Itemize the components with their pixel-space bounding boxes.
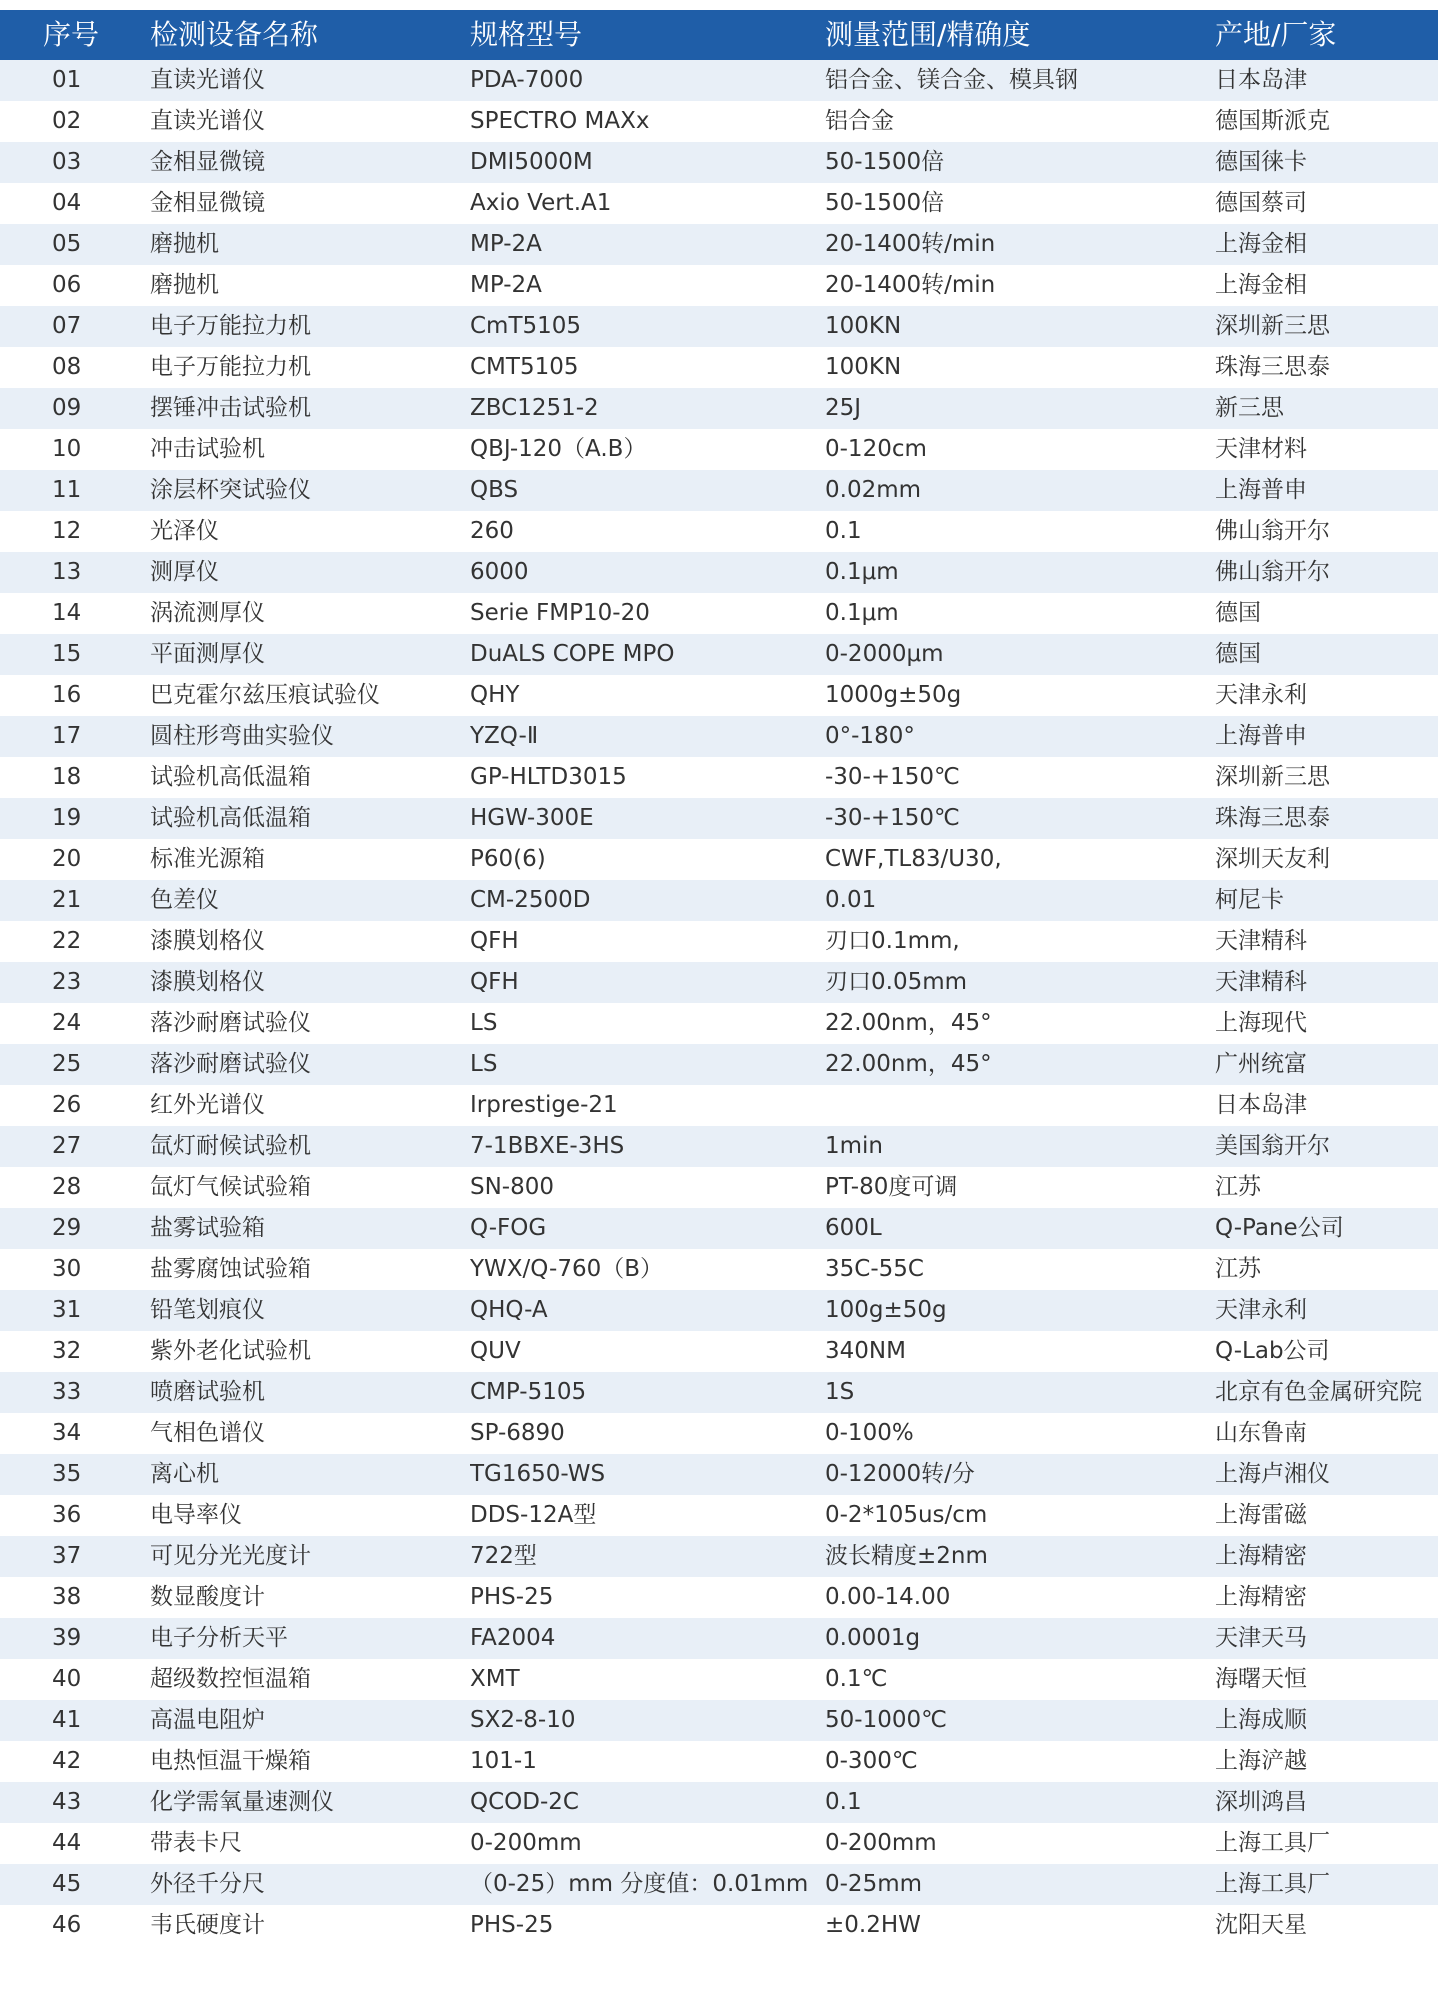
table-row <box>0 757 1438 798</box>
cell-range: 0.1℃ <box>825 1666 888 1692</box>
cell-model: QCOD-2C <box>470 1789 579 1815</box>
table-row <box>0 265 1438 306</box>
cell-no: 33 <box>52 1379 82 1405</box>
cell-origin: 上海普申 <box>1215 723 1307 749</box>
cell-origin: 上海浐越 <box>1215 1748 1307 1774</box>
table-row <box>0 634 1438 675</box>
cell-origin: 上海工具厂 <box>1215 1871 1330 1897</box>
cell-name: 标准光源箱 <box>150 846 265 872</box>
cell-name: 摆锤冲击试验机 <box>150 395 311 421</box>
table-row <box>0 880 1438 921</box>
cell-range: 0-120cm <box>825 436 927 462</box>
equipment-table <box>0 10 1438 1946</box>
cell-origin: 天津永利 <box>1215 1297 1307 1323</box>
cell-range: 1min <box>825 1133 884 1159</box>
cell-no: 16 <box>52 682 82 708</box>
table-row <box>0 1372 1438 1413</box>
cell-name: 圆柱形弯曲实验仪 <box>150 723 334 749</box>
cell-range: 刃口0.1mm, <box>825 928 960 954</box>
table-row <box>0 429 1438 470</box>
table-row <box>0 1003 1438 1044</box>
cell-no: 42 <box>52 1748 82 1774</box>
cell-no: 14 <box>52 600 82 626</box>
cell-origin: 沈阳天星 <box>1215 1912 1307 1938</box>
cell-range: 600L <box>825 1215 882 1241</box>
cell-no: 10 <box>52 436 82 462</box>
cell-model: DMI5000M <box>470 149 593 175</box>
cell-name: 电子万能拉力机 <box>150 313 311 339</box>
cell-model: QFH <box>470 969 519 995</box>
cell-origin: 上海成顺 <box>1215 1707 1307 1733</box>
cell-range: 100KN <box>825 354 902 380</box>
cell-no: 02 <box>52 108 82 134</box>
cell-range: 0-300℃ <box>825 1748 918 1774</box>
cell-origin: 天津材料 <box>1215 436 1307 462</box>
cell-no: 38 <box>52 1584 82 1610</box>
table-row <box>0 1044 1438 1085</box>
table-row <box>0 1290 1438 1331</box>
cell-name: 磨抛机 <box>150 231 219 257</box>
cell-origin: 北京有色金属研究院 <box>1215 1379 1422 1405</box>
cell-no: 35 <box>52 1461 82 1487</box>
cell-origin: 日本岛津 <box>1215 67 1307 93</box>
cell-model: LS <box>470 1010 498 1036</box>
cell-no: 32 <box>52 1338 82 1364</box>
cell-name: 铅笔划痕仪 <box>150 1297 265 1323</box>
cell-model: QFH <box>470 928 519 954</box>
cell-name: 直读光谱仪 <box>150 108 265 134</box>
table-row <box>0 1823 1438 1864</box>
cell-model: XMT <box>470 1666 520 1692</box>
cell-no: 13 <box>52 559 82 585</box>
cell-model: QBJ-120（A.B） <box>470 436 647 462</box>
table-row <box>0 1700 1438 1741</box>
header-no: 序号 <box>43 18 100 51</box>
cell-no: 11 <box>52 477 82 503</box>
table-row <box>0 962 1438 1003</box>
cell-name: 化学需氧量速测仪 <box>150 1789 334 1815</box>
cell-origin: 德国 <box>1215 641 1261 667</box>
cell-name: 红外光谱仪 <box>150 1092 265 1118</box>
cell-origin: 日本岛津 <box>1215 1092 1307 1118</box>
cell-model: 101-1 <box>470 1748 537 1774</box>
cell-no: 12 <box>52 518 82 544</box>
cell-origin: 深圳天友利 <box>1215 846 1330 872</box>
cell-model: TG1650-WS <box>470 1461 606 1487</box>
cell-name: 外径千分尺 <box>150 1871 265 1897</box>
table-row <box>0 1167 1438 1208</box>
cell-no: 26 <box>52 1092 82 1118</box>
cell-origin: 上海普申 <box>1215 477 1307 503</box>
table-row <box>0 1536 1438 1577</box>
cell-name: 带表卡尺 <box>150 1830 242 1856</box>
cell-range: 340NM <box>825 1338 906 1364</box>
cell-name: 直读光谱仪 <box>150 67 265 93</box>
table-row <box>0 1864 1438 1905</box>
cell-origin: 新三思 <box>1215 395 1284 421</box>
table-row <box>0 839 1438 880</box>
cell-range: 波长精度±2nm <box>825 1543 988 1569</box>
cell-name: 喷磨试验机 <box>150 1379 265 1405</box>
cell-no: 28 <box>52 1174 82 1200</box>
cell-no: 08 <box>52 354 82 380</box>
cell-range: 0.1 <box>825 518 862 544</box>
cell-origin: 广州统富 <box>1215 1051 1307 1077</box>
cell-range: 刃口0.05mm <box>825 969 968 995</box>
cell-model: YZQ-Ⅱ <box>470 723 539 749</box>
cell-name: 电热恒温干燥箱 <box>150 1748 311 1774</box>
cell-model: SN-800 <box>470 1174 555 1200</box>
cell-model: Axio Vert.A1 <box>470 190 612 216</box>
table-header <box>0 10 1438 60</box>
cell-range: 22.00nm，45° <box>825 1010 992 1036</box>
cell-origin: 珠海三思泰 <box>1215 354 1330 380</box>
cell-model: CMP-5105 <box>470 1379 587 1405</box>
cell-range: 铝合金 <box>825 108 894 134</box>
cell-range: 50-1500倍 <box>825 149 945 175</box>
cell-origin: 深圳鸿昌 <box>1215 1789 1307 1815</box>
cell-name: 氙灯气候试验箱 <box>150 1174 311 1200</box>
cell-origin: 上海金相 <box>1215 272 1307 298</box>
cell-name: 数显酸度计 <box>150 1584 265 1610</box>
cell-model: YWX/Q-760（B） <box>470 1256 664 1282</box>
cell-origin: 深圳新三思 <box>1215 313 1330 339</box>
cell-name: 漆膜划格仪 <box>150 928 265 954</box>
cell-origin: 天津天马 <box>1215 1625 1307 1651</box>
cell-name: 金相显微镜 <box>150 190 265 216</box>
cell-model: CM-2500D <box>470 887 591 913</box>
cell-name: 可见分光光度计 <box>150 1543 311 1569</box>
cell-name: 超级数控恒温箱 <box>150 1666 311 1692</box>
cell-origin: 上海卢湘仪 <box>1215 1461 1330 1487</box>
cell-no: 22 <box>52 928 82 954</box>
table-row <box>0 470 1438 511</box>
cell-model: CmT5105 <box>470 313 582 339</box>
cell-model: SX2-8-10 <box>470 1707 576 1733</box>
cell-model: QHY <box>470 682 520 708</box>
cell-origin: 江苏 <box>1215 1174 1261 1200</box>
table-row <box>0 511 1438 552</box>
header-range: 测量范围/精确度 <box>825 18 1031 51</box>
cell-name: 测厚仪 <box>150 559 219 585</box>
table-row <box>0 60 1438 101</box>
cell-no: 41 <box>52 1707 82 1733</box>
cell-origin: 美国翁开尔 <box>1215 1133 1330 1159</box>
cell-model: P60(6) <box>470 846 546 872</box>
cell-model: QHQ-A <box>470 1297 548 1323</box>
cell-no: 27 <box>52 1133 82 1159</box>
cell-name: 盐雾腐蚀试验箱 <box>150 1256 311 1282</box>
cell-no: 21 <box>52 887 82 913</box>
cell-name: 高温电阻炉 <box>150 1707 265 1733</box>
cell-model: MP-2A <box>470 231 542 257</box>
cell-model: Serie FMP10-20 <box>470 600 650 626</box>
cell-model: 0-200mm <box>470 1830 582 1856</box>
cell-model: PDA-7000 <box>470 67 584 93</box>
cell-model: 722型 <box>470 1543 537 1569</box>
cell-origin: 上海雷磁 <box>1215 1502 1307 1528</box>
cell-no: 39 <box>52 1625 82 1651</box>
table-row <box>0 1577 1438 1618</box>
cell-origin: 天津永利 <box>1215 682 1307 708</box>
cell-model: CMT5105 <box>470 354 579 380</box>
cell-model: DuALS COPE MPO <box>470 641 675 667</box>
cell-origin: 柯尼卡 <box>1215 887 1284 913</box>
cell-name: 冲击试验机 <box>150 436 265 462</box>
table-row <box>0 1085 1438 1126</box>
table-row <box>0 388 1438 429</box>
cell-name: 离心机 <box>150 1461 219 1487</box>
table-row <box>0 1208 1438 1249</box>
cell-range: ±0.2HW <box>825 1912 921 1938</box>
cell-range: 1S <box>825 1379 855 1405</box>
cell-model: Irprestige-21 <box>470 1092 618 1118</box>
cell-no: 19 <box>52 805 82 831</box>
cell-origin: 佛山翁开尔 <box>1215 559 1330 585</box>
cell-name: 漆膜划格仪 <box>150 969 265 995</box>
cell-model: MP-2A <box>470 272 542 298</box>
cell-name: 色差仪 <box>150 887 219 913</box>
cell-range: 25J <box>825 395 862 421</box>
cell-model: FA2004 <box>470 1625 556 1651</box>
cell-range: 22.00nm，45° <box>825 1051 992 1077</box>
cell-no: 06 <box>52 272 82 298</box>
cell-origin: 佛山翁开尔 <box>1215 518 1330 544</box>
cell-range: 0.1μm <box>825 559 899 585</box>
cell-no: 05 <box>52 231 82 257</box>
cell-origin: 江苏 <box>1215 1256 1261 1282</box>
cell-no: 01 <box>52 67 82 93</box>
table-row <box>0 1454 1438 1495</box>
cell-no: 46 <box>52 1912 82 1938</box>
cell-model: DDS-12A型 <box>470 1502 597 1528</box>
table-row <box>0 183 1438 224</box>
cell-range: PT-80度可调 <box>825 1174 958 1200</box>
table-row <box>0 921 1438 962</box>
cell-range: -30-+150℃ <box>825 764 960 790</box>
cell-no: 09 <box>52 395 82 421</box>
cell-range: CWF,TL83/U30, <box>825 846 1002 872</box>
cell-name: 电子万能拉力机 <box>150 354 311 380</box>
cell-no: 03 <box>52 149 82 175</box>
cell-range: 20-1400转/min <box>825 272 996 298</box>
cell-model: SP-6890 <box>470 1420 565 1446</box>
cell-origin: 天津精科 <box>1215 969 1307 995</box>
cell-model: GP-HLTD3015 <box>470 764 627 790</box>
cell-name: 紫外老化试验机 <box>150 1338 311 1364</box>
cell-no: 29 <box>52 1215 82 1241</box>
cell-range: 100KN <box>825 313 902 339</box>
cell-name: 盐雾试验箱 <box>150 1215 265 1241</box>
cell-origin: 深圳新三思 <box>1215 764 1330 790</box>
cell-origin: 德国 <box>1215 600 1261 626</box>
table-row <box>0 593 1438 634</box>
table-row <box>0 798 1438 839</box>
cell-origin: 海曙天恒 <box>1215 1666 1307 1692</box>
table-row <box>0 306 1438 347</box>
cell-range: -30-+150℃ <box>825 805 960 831</box>
cell-model: 260 <box>470 518 514 544</box>
cell-range: 0-100% <box>825 1420 914 1446</box>
cell-model: ZBC1251-2 <box>470 395 599 421</box>
cell-model: HGW-300E <box>470 805 594 831</box>
cell-no: 44 <box>52 1830 82 1856</box>
cell-range: 0-2*105us/cm <box>825 1502 988 1528</box>
cell-range: 0.1μm <box>825 600 899 626</box>
cell-range: 0°-180° <box>825 723 915 749</box>
cell-range: 0.01 <box>825 887 877 913</box>
cell-range: 0-2000μm <box>825 641 944 667</box>
table-row <box>0 1741 1438 1782</box>
cell-no: 43 <box>52 1789 82 1815</box>
cell-no: 15 <box>52 641 82 667</box>
table-row <box>0 552 1438 593</box>
cell-range: 铝合金、镁合金、模具钢 <box>825 67 1078 93</box>
cell-range: 20-1400转/min <box>825 231 996 257</box>
cell-name: 金相显微镜 <box>150 149 265 175</box>
cell-model: QBS <box>470 477 519 503</box>
cell-name: 巴克霍尔兹压痕试验仪 <box>150 682 380 708</box>
cell-no: 24 <box>52 1010 82 1036</box>
cell-range: 0.00-14.00 <box>825 1584 951 1610</box>
cell-no: 17 <box>52 723 82 749</box>
cell-range: 0-200mm <box>825 1830 937 1856</box>
cell-model: Q-FOG <box>470 1215 547 1241</box>
table-row <box>0 675 1438 716</box>
cell-range: 1000g±50g <box>825 682 962 708</box>
cell-name: 韦氏硬度计 <box>150 1912 265 1938</box>
table-row <box>0 1331 1438 1372</box>
cell-origin: Q-Pane公司 <box>1215 1215 1344 1241</box>
cell-range: 100g±50g <box>825 1297 947 1323</box>
cell-no: 34 <box>52 1420 82 1446</box>
cell-origin: 上海精密 <box>1215 1543 1307 1569</box>
cell-no: 20 <box>52 846 82 872</box>
cell-name: 氙灯耐候试验机 <box>150 1133 311 1159</box>
table-row <box>0 1126 1438 1167</box>
cell-origin: Q-Lab公司 <box>1215 1338 1330 1364</box>
table-body <box>0 60 1438 1946</box>
cell-no: 18 <box>52 764 82 790</box>
cell-name: 电导率仪 <box>150 1502 242 1528</box>
table-row <box>0 1905 1438 1946</box>
table-row <box>0 347 1438 388</box>
table-row <box>0 1249 1438 1290</box>
cell-name: 落沙耐磨试验仪 <box>150 1010 311 1036</box>
cell-name: 涡流测厚仪 <box>150 600 265 626</box>
cell-name: 试验机高低温箱 <box>150 764 311 790</box>
table-row <box>0 224 1438 265</box>
cell-no: 23 <box>52 969 82 995</box>
cell-no: 04 <box>52 190 82 216</box>
table-row <box>0 1782 1438 1823</box>
cell-model: PHS-25 <box>470 1912 554 1938</box>
cell-range: 50-1000℃ <box>825 1707 947 1733</box>
table-row <box>0 1495 1438 1536</box>
cell-range: 0.02mm <box>825 477 922 503</box>
cell-model: （0-25）mm 分度值：0.01mm <box>470 1871 809 1897</box>
cell-name: 平面测厚仪 <box>150 641 265 667</box>
cell-origin: 上海现代 <box>1215 1010 1307 1036</box>
cell-model: 6000 <box>470 559 529 585</box>
cell-name: 电子分析天平 <box>150 1625 288 1651</box>
header-name: 检测设备名称 <box>150 18 319 51</box>
cell-no: 37 <box>52 1543 82 1569</box>
table-row <box>0 142 1438 183</box>
cell-range: 0.1 <box>825 1789 862 1815</box>
table-row <box>0 1659 1438 1700</box>
table-row <box>0 101 1438 142</box>
cell-no: 30 <box>52 1256 82 1282</box>
cell-origin: 上海工具厂 <box>1215 1830 1330 1856</box>
cell-model: QUV <box>470 1338 521 1364</box>
cell-no: 31 <box>52 1297 82 1323</box>
cell-no: 40 <box>52 1666 82 1692</box>
cell-origin: 珠海三思泰 <box>1215 805 1330 831</box>
cell-no: 36 <box>52 1502 82 1528</box>
table-row <box>0 1413 1438 1454</box>
cell-origin: 德国斯派克 <box>1215 108 1330 134</box>
cell-no: 07 <box>52 313 82 339</box>
cell-name: 落沙耐磨试验仪 <box>150 1051 311 1077</box>
cell-origin: 上海金相 <box>1215 231 1307 257</box>
cell-range: 0-25mm <box>825 1871 923 1897</box>
cell-origin: 上海精密 <box>1215 1584 1307 1610</box>
cell-origin: 德国徕卡 <box>1215 149 1307 175</box>
cell-name: 涂层杯突试验仪 <box>150 477 311 503</box>
cell-range: 35C-55C <box>825 1256 924 1282</box>
cell-origin: 山东鲁南 <box>1215 1420 1307 1446</box>
table-row <box>0 1618 1438 1659</box>
header-origin: 产地/厂家 <box>1215 18 1337 51</box>
cell-no: 25 <box>52 1051 82 1077</box>
cell-model: 7-1BBXE-3HS <box>470 1133 625 1159</box>
cell-no: 45 <box>52 1871 82 1897</box>
cell-origin: 德国蔡司 <box>1215 190 1307 216</box>
cell-model: PHS-25 <box>470 1584 554 1610</box>
cell-model: LS <box>470 1051 498 1077</box>
cell-name: 磨抛机 <box>150 272 219 298</box>
cell-range: 50-1500倍 <box>825 190 945 216</box>
header-model: 规格型号 <box>470 18 583 51</box>
table-row <box>0 716 1438 757</box>
cell-range: 0.0001g <box>825 1625 921 1651</box>
cell-model: SPECTRO MAXx <box>470 108 650 134</box>
cell-range: 0-12000转/分 <box>825 1461 975 1487</box>
cell-name: 气相色谱仪 <box>150 1420 265 1446</box>
cell-name: 试验机高低温箱 <box>150 805 311 831</box>
cell-name: 光泽仪 <box>150 518 219 544</box>
cell-origin: 天津精科 <box>1215 928 1307 954</box>
